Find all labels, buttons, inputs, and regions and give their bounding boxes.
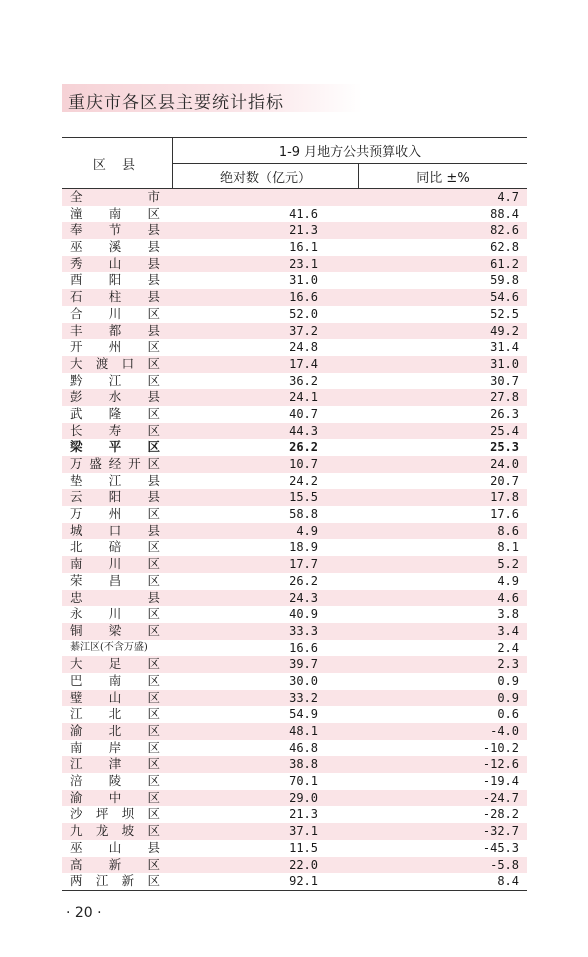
row-absolute-value: 21.3 <box>289 223 318 238</box>
row-absolute-value: 58.8 <box>289 507 318 522</box>
table-row <box>62 489 527 506</box>
row-region-name: 万 州 区 <box>70 506 160 522</box>
row-region-name: 北 碚 区 <box>70 539 160 555</box>
row-yoy-value: -19.4 <box>482 774 519 789</box>
row-region-name: 铜 梁 区 <box>70 622 160 638</box>
row-region-name: 武 隆 区 <box>70 405 160 421</box>
row-yoy-value: 3.4 <box>497 623 519 638</box>
table-row <box>62 857 527 874</box>
row-yoy-value: 54.6 <box>490 290 519 305</box>
row-yoy-value: 20.7 <box>490 473 519 488</box>
row-yoy-value: 30.7 <box>490 373 519 388</box>
row-absolute-value: 44.3 <box>289 423 318 438</box>
row-region-name: 云 阳 县 <box>70 489 160 505</box>
row-yoy-value: 61.2 <box>490 256 519 271</box>
table-row <box>62 690 527 707</box>
table-row <box>62 790 527 807</box>
table-row <box>62 206 527 223</box>
table-row <box>62 356 527 373</box>
row-yoy-value: 52.5 <box>490 306 519 321</box>
table-row <box>62 272 527 289</box>
row-yoy-value: 2.3 <box>497 657 519 672</box>
row-absolute-value: 24.8 <box>289 340 318 355</box>
row-absolute-value: 16.1 <box>289 240 318 255</box>
row-region-name: 大 渡 口 区 <box>70 355 160 371</box>
table-row <box>62 623 527 640</box>
row-region-name: 巫 山 县 <box>70 839 160 855</box>
row-region-name: 石 柱 县 <box>70 289 160 305</box>
row-yoy-value: -28.2 <box>482 807 519 822</box>
table-row <box>62 423 527 440</box>
table-row <box>62 706 527 723</box>
table-header <box>62 137 527 189</box>
row-region-name: 南 岸 区 <box>70 739 160 755</box>
table-row <box>62 289 527 306</box>
row-region-name: 梁 平 区 <box>70 439 160 455</box>
header-group: 1-9 月地方公共预算收入 <box>173 138 527 164</box>
row-region-name: 高 新 区 <box>70 856 160 872</box>
table-row <box>62 606 527 623</box>
row-yoy-value: -10.2 <box>482 740 519 755</box>
row-region-name: 忠 县 <box>70 589 160 605</box>
row-yoy-value: 49.2 <box>490 323 519 338</box>
table-body <box>62 189 527 890</box>
row-yoy-value: -45.3 <box>482 840 519 855</box>
row-yoy-value: 62.8 <box>490 240 519 255</box>
row-absolute-value: 15.5 <box>289 490 318 505</box>
row-region-name: 酉 阳 县 <box>70 272 160 288</box>
page-number: · 20 · <box>66 905 102 921</box>
table-row <box>62 806 527 823</box>
row-region-name: 开 州 区 <box>70 339 160 355</box>
table-row <box>62 573 527 590</box>
table-row <box>62 439 527 456</box>
row-yoy-value: 25.3 <box>490 440 519 455</box>
header-absolute: 绝对数（亿元） <box>219 170 311 186</box>
row-region-name: 黔 江 区 <box>70 372 160 388</box>
row-region-name: 渝 北 区 <box>70 723 160 738</box>
row-absolute-value: 37.1 <box>289 824 318 839</box>
row-absolute-value: 33.3 <box>289 623 318 638</box>
row-yoy-value: 31.4 <box>490 340 519 355</box>
row-region-name: 南 川 区 <box>70 556 160 572</box>
row-absolute-value: 92.1 <box>289 874 318 889</box>
row-yoy-value: 0.9 <box>497 673 519 688</box>
row-absolute-value: 46.8 <box>289 740 318 755</box>
row-yoy-value: 26.3 <box>490 406 519 421</box>
table-row <box>62 773 527 790</box>
table-row <box>62 339 527 356</box>
row-yoy-value: -32.7 <box>482 824 519 839</box>
table-row <box>62 740 527 757</box>
row-absolute-value: 29.0 <box>289 790 318 805</box>
table-row <box>62 373 527 390</box>
row-absolute-value: 18.9 <box>289 540 318 555</box>
row-region-name: 永 川 区 <box>70 606 160 622</box>
row-region-name: 长 寿 区 <box>70 422 160 438</box>
row-region-name: 荣 昌 区 <box>70 572 160 588</box>
row-yoy-value: -24.7 <box>482 790 519 805</box>
row-yoy-value: 24.0 <box>490 457 519 471</box>
table-row <box>62 556 527 573</box>
row-absolute-value: 26.2 <box>289 440 318 455</box>
table-row <box>62 306 527 323</box>
row-absolute-value: 52.0 <box>289 306 318 321</box>
row-region-name: 秀 山 县 <box>70 255 160 271</box>
row-absolute-value: 24.3 <box>289 590 318 605</box>
table-row <box>62 473 527 490</box>
row-absolute-value: 21.3 <box>289 807 318 822</box>
row-yoy-value: 8.4 <box>497 874 519 889</box>
row-absolute-value: 40.9 <box>289 607 318 622</box>
row-region-name: 璧 山 区 <box>70 689 160 705</box>
table-row <box>62 456 527 473</box>
row-region-name: 两 江 新 区 <box>70 873 160 889</box>
row-region-name: 万 盛 经 开 区 <box>70 456 160 471</box>
row-region-name: 江 津 区 <box>70 756 160 772</box>
row-absolute-value: 70.1 <box>289 774 318 789</box>
header-region: 区 县 <box>92 157 142 173</box>
row-region-name: 涪 陵 区 <box>70 773 160 789</box>
table-row <box>62 756 527 773</box>
row-yoy-value: 4.7 <box>497 190 519 204</box>
table-row <box>62 222 527 239</box>
row-region-name: 奉 节 县 <box>70 222 160 238</box>
table-bottom-rule <box>62 890 527 891</box>
row-yoy-value: 4.6 <box>497 590 519 605</box>
row-region-name: 合 川 区 <box>70 305 160 321</box>
row-absolute-value: 38.8 <box>289 757 318 772</box>
row-yoy-value: 8.1 <box>497 540 519 555</box>
row-absolute-value: 17.7 <box>289 557 318 572</box>
row-yoy-value: 25.4 <box>490 423 519 438</box>
table-row <box>62 389 527 406</box>
row-yoy-value: -12.6 <box>482 757 519 772</box>
row-absolute-value: 16.6 <box>289 290 318 305</box>
row-yoy-value: 5.2 <box>497 557 519 572</box>
row-absolute-value: 39.7 <box>289 657 318 672</box>
table-row <box>62 673 527 690</box>
row-absolute-value: 33.2 <box>289 690 318 705</box>
row-yoy-value: 17.8 <box>490 490 519 505</box>
row-yoy-value: 3.8 <box>497 607 519 622</box>
row-region-name: 丰 都 县 <box>70 322 160 338</box>
row-absolute-value: 16.6 <box>289 640 318 655</box>
row-absolute-value: 40.7 <box>289 406 318 421</box>
row-absolute-value: 37.2 <box>289 323 318 338</box>
row-region-name: 江 北 区 <box>70 706 160 722</box>
row-region-name: 大 足 区 <box>70 656 160 672</box>
row-absolute-value: 23.1 <box>289 256 318 271</box>
table-row <box>62 506 527 523</box>
row-yoy-value: 0.6 <box>497 707 519 722</box>
row-region-name: 潼 南 区 <box>70 205 160 221</box>
row-yoy-value: -4.0 <box>490 724 519 738</box>
row-yoy-value: 27.8 <box>490 390 519 405</box>
row-region-name: 巴 南 区 <box>70 672 160 688</box>
table-row <box>62 840 527 857</box>
row-region-name: 城 口 县 <box>70 522 160 538</box>
row-yoy-value: 88.4 <box>490 206 519 221</box>
table-row <box>62 523 527 540</box>
row-absolute-value: 22.0 <box>289 857 318 872</box>
row-absolute-value: 26.2 <box>289 573 318 588</box>
table-row <box>62 239 527 256</box>
row-absolute-value: 36.2 <box>289 373 318 388</box>
row-absolute-value: 10.7 <box>289 457 318 471</box>
header-yoy: 同比 ±% <box>416 170 470 186</box>
row-region-name: 全 市 <box>70 189 160 204</box>
row-absolute-value: 4.9 <box>296 523 318 538</box>
row-yoy-value: 0.9 <box>497 690 519 705</box>
table-row <box>62 323 527 340</box>
row-absolute-value: 17.4 <box>289 356 318 371</box>
row-region-name: 沙 坪 坝 区 <box>70 806 160 822</box>
row-yoy-value: -5.8 <box>490 857 519 872</box>
table-row <box>62 406 527 423</box>
table-row <box>62 256 527 273</box>
page-title: 重庆市各区县主要统计指标 <box>68 93 284 113</box>
row-absolute-value: 41.6 <box>289 206 318 221</box>
row-absolute-value: 30.0 <box>289 673 318 688</box>
table-row <box>62 873 527 890</box>
row-absolute-value: 54.9 <box>289 707 318 722</box>
table-row <box>62 723 527 740</box>
row-yoy-value: 17.6 <box>490 507 519 522</box>
row-region-name: 巫 溪 县 <box>70 239 160 255</box>
table-row <box>62 189 527 206</box>
row-region-name: 垫 江 县 <box>70 472 160 488</box>
row-yoy-value: 4.9 <box>497 573 519 588</box>
row-region-name: 彭 水 县 <box>70 389 160 405</box>
row-absolute-value: 24.1 <box>289 390 318 405</box>
row-yoy-value: 8.6 <box>497 523 519 538</box>
row-region-name: 綦江区(不含万盛) <box>70 641 148 653</box>
row-yoy-value: 31.0 <box>490 356 519 371</box>
row-absolute-value: 48.1 <box>289 724 318 738</box>
table-row <box>62 539 527 556</box>
row-yoy-value: 59.8 <box>490 273 519 288</box>
table-row <box>62 656 527 673</box>
stats-table <box>62 137 527 891</box>
row-yoy-value: 2.4 <box>497 640 519 655</box>
table-row <box>62 640 527 657</box>
table-row <box>62 590 527 607</box>
row-yoy-value: 82.6 <box>490 223 519 238</box>
row-absolute-value: 11.5 <box>289 840 318 855</box>
row-absolute-value: 24.2 <box>289 473 318 488</box>
table-row <box>62 823 527 840</box>
row-absolute-value: 31.0 <box>289 273 318 288</box>
row-region-name: 渝 中 区 <box>70 789 160 805</box>
row-region-name: 九 龙 坡 区 <box>70 823 160 839</box>
